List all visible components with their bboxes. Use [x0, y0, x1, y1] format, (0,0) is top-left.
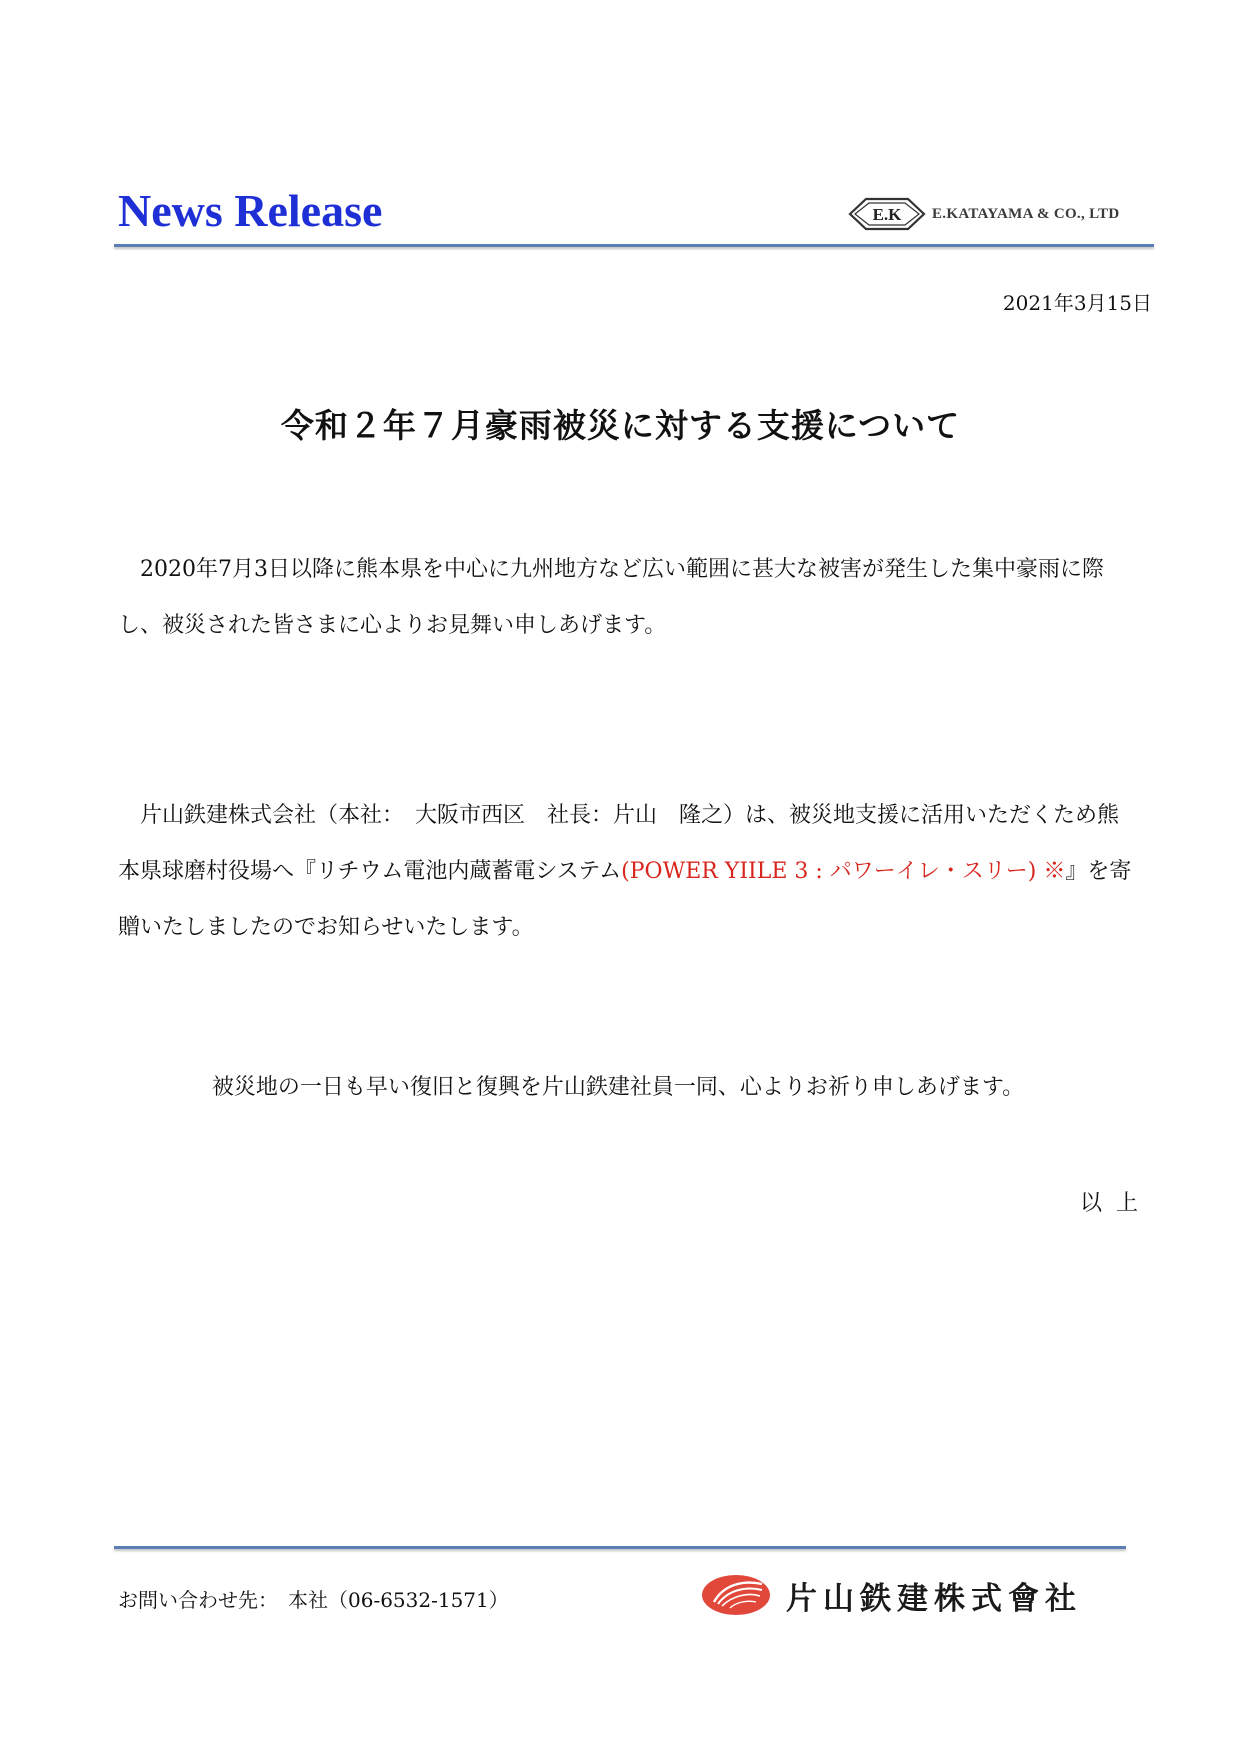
paragraph-donation-text-end: 』を寄贈いたしましたのでお知らせいたします。 [118, 859, 1132, 940]
paragraph-condolence: 2020年7月3日以降に熊本県を中心に九州地方など広い範囲に甚大な被害が発生した集中豪雨に際し、被災された皆さまに心よりお見舞い申しあげます。 [118, 557, 1104, 638]
paragraph-donation [118, 788, 1134, 956]
wing-mark-logo-icon [700, 1572, 772, 1618]
company-logo [848, 196, 1119, 232]
company-name-en: E.KATAYAMA & CO., LTD [932, 205, 1120, 222]
logo-text: E.K [872, 205, 902, 224]
footer-company-logo [700, 1572, 1082, 1618]
header-divider [114, 244, 1154, 247]
paragraph-donation-text: 片山鉄建株式会社（本社： 大阪市西区 社長：片山 隆之）は、被災地支援に活用いただくため熊本県球磨村役場へ『リチウム電池内蔵蓄電システム [118, 803, 1120, 884]
contact-info: お問い合わせ先： 本社（06-6532-1571） [118, 1588, 509, 1612]
ek-diamond-logo-icon [848, 196, 926, 232]
document-title: 令和２年７月豪雨被災に対する支援について [280, 406, 961, 445]
paragraph-wishes: 被災地の一日も早い復旧と復興を片山鉄建社員一同、心よりお祈り申しあげます。 [211, 1075, 1025, 1100]
closing-mark: 以上 [1079, 1191, 1152, 1216]
footer-divider [114, 1546, 1126, 1549]
company-name-ja: 片山鉄建株式會社 [786, 1580, 1082, 1617]
release-date: 2021年3月15日 [1002, 291, 1152, 315]
product-name-highlight: (POWER YIILE 3 : パワーイレ・スリー) ※ [621, 859, 1066, 884]
news-release-title: News Release [118, 185, 383, 236]
